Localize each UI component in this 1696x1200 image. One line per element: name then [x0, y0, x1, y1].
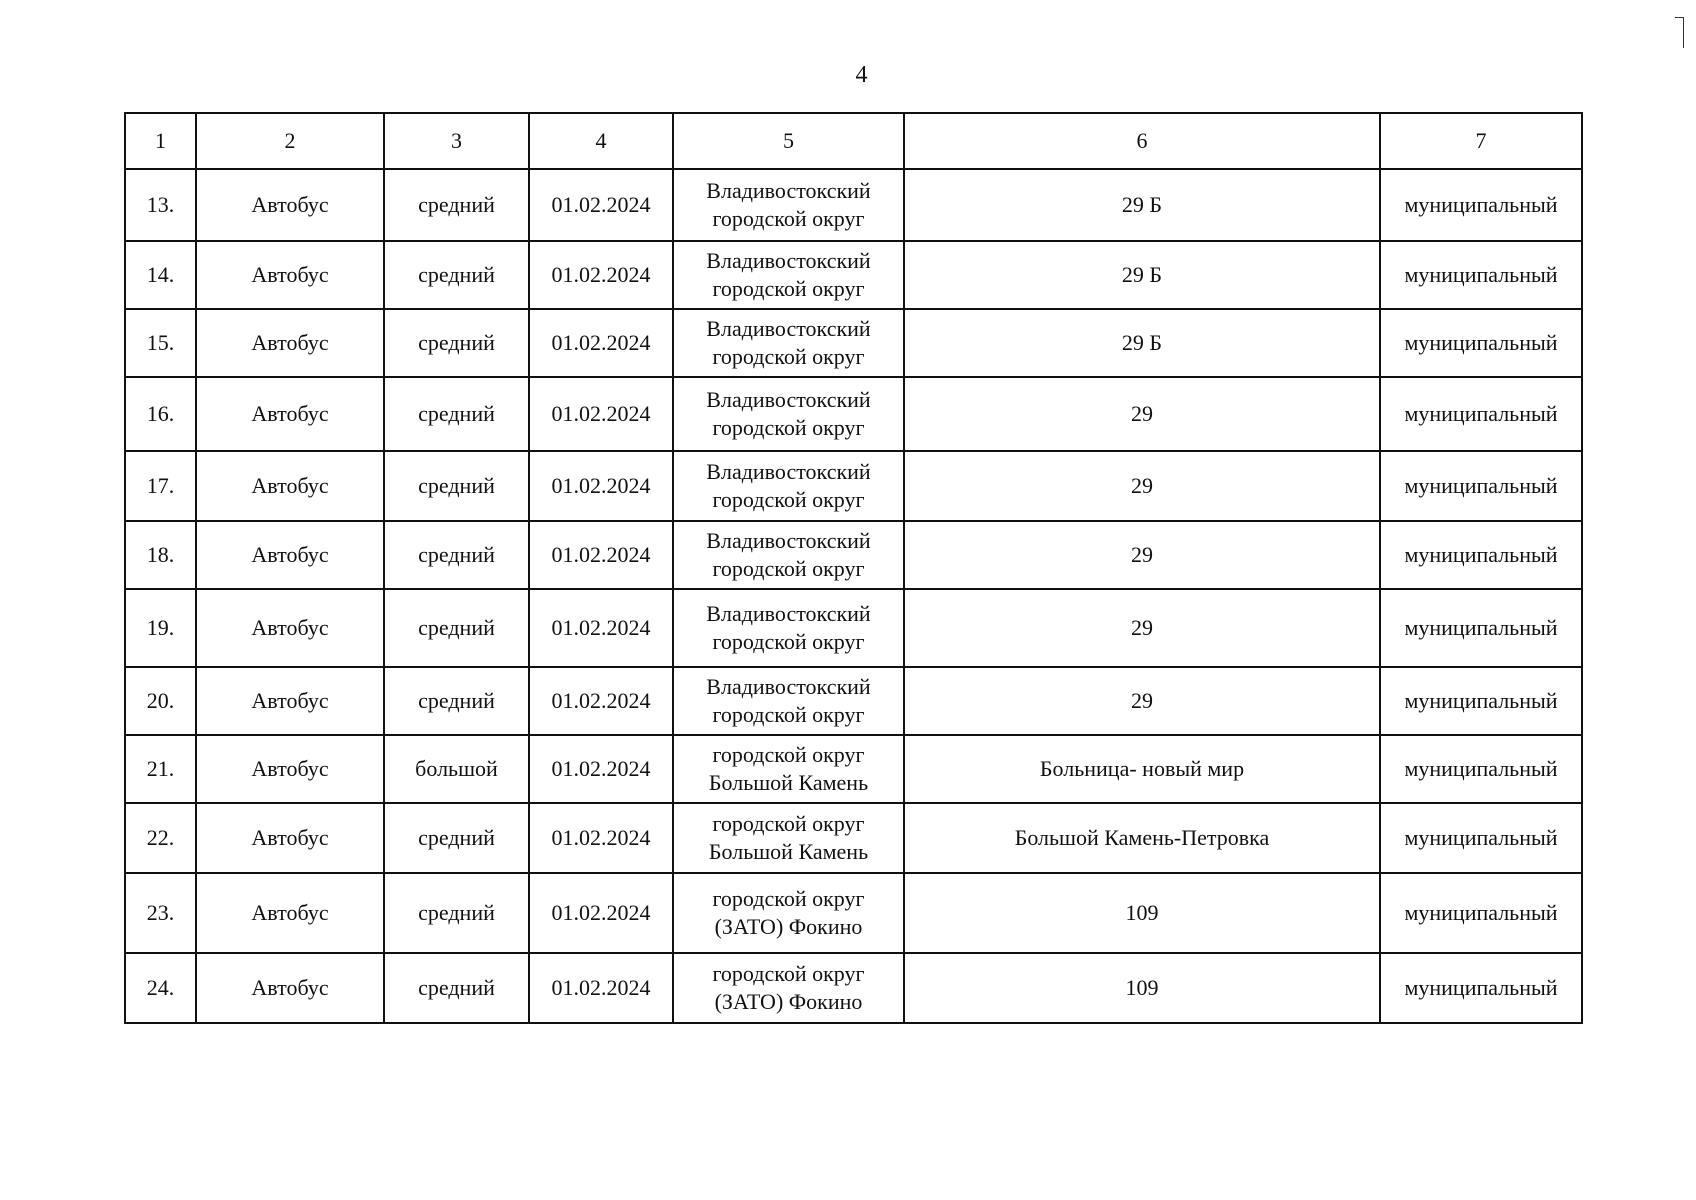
area-line: городской округ	[712, 415, 865, 440]
area-line: Большой Камень	[708, 839, 869, 864]
table-row	[125, 451, 1582, 521]
ownership-cell: муниципальный	[1380, 953, 1582, 1023]
header-cell: 4	[529, 113, 673, 169]
table-row	[125, 241, 1582, 309]
area-line: городской округ	[712, 556, 865, 581]
area-line: Владивостокский	[706, 316, 871, 341]
ownership-cell: муниципальный	[1380, 667, 1582, 735]
ownership-cell: муниципальный	[1380, 169, 1582, 241]
table-row	[125, 309, 1582, 377]
vehicle-class-cell: средний	[384, 953, 529, 1023]
vehicle-type-cell: Автобус	[196, 241, 384, 309]
table-row	[125, 589, 1582, 667]
area-line: городской округ	[712, 206, 865, 231]
vehicle-type-cell: Автобус	[196, 953, 384, 1023]
area-line: городской округ	[712, 487, 865, 512]
route-cell: 29	[904, 589, 1380, 667]
route-cell: 109	[904, 873, 1380, 953]
route-cell: 29 Б	[904, 169, 1380, 241]
date-cell: 01.02.2024	[529, 953, 673, 1023]
area-line: городской округ	[712, 742, 865, 767]
vehicle-table	[124, 112, 1583, 1024]
ownership-cell: муниципальный	[1380, 521, 1582, 589]
ownership-cell: муниципальный	[1380, 377, 1582, 451]
date-cell: 01.02.2024	[529, 309, 673, 377]
area-line: Большой Камень	[708, 770, 869, 795]
area-cell	[673, 953, 904, 1023]
vehicle-class-cell: средний	[384, 667, 529, 735]
area-line: городской округ	[712, 811, 865, 836]
ownership-cell: муниципальный	[1380, 735, 1582, 803]
date-cell: 01.02.2024	[529, 169, 673, 241]
area-line: Владивостокский	[706, 674, 871, 699]
ownership-cell: муниципальный	[1380, 309, 1582, 377]
area-cell	[673, 241, 904, 309]
area-line: городской округ	[712, 886, 865, 911]
route-cell: Больница- новый мир	[904, 735, 1380, 803]
vehicle-class-cell: средний	[384, 377, 529, 451]
header-cell: 1	[125, 113, 196, 169]
table-row	[125, 667, 1582, 735]
vehicle-class-cell: большой	[384, 735, 529, 803]
row-number-cell: 22.	[125, 803, 196, 873]
area-line: Владивостокский	[706, 459, 871, 484]
vehicle-type-cell: Автобус	[196, 803, 384, 873]
row-number-cell: 14.	[125, 241, 196, 309]
area-line: (ЗАТО) Фокино	[714, 989, 863, 1014]
vehicle-class-cell: средний	[384, 521, 529, 589]
header-cell: 5	[673, 113, 904, 169]
date-cell: 01.02.2024	[529, 735, 673, 803]
vehicle-class-cell: средний	[384, 803, 529, 873]
date-cell: 01.02.2024	[529, 521, 673, 589]
vehicle-class-cell: средний	[384, 589, 529, 667]
vehicle-type-cell: Автобус	[196, 735, 384, 803]
row-number-cell: 16.	[125, 377, 196, 451]
date-cell: 01.02.2024	[529, 241, 673, 309]
area-line: городской округ	[712, 276, 865, 301]
vehicle-class-cell: средний	[384, 309, 529, 377]
row-number-cell: 13.	[125, 169, 196, 241]
vehicle-class-cell: средний	[384, 873, 529, 953]
route-cell: 29	[904, 521, 1380, 589]
area-line: городской округ	[712, 629, 865, 654]
area-line: городской округ	[712, 702, 865, 727]
row-number-cell: 20.	[125, 667, 196, 735]
corner-mark	[1675, 17, 1684, 48]
table-row	[125, 735, 1582, 803]
header-cell: 7	[1380, 113, 1582, 169]
row-number-cell: 18.	[125, 521, 196, 589]
route-cell: 109	[904, 953, 1380, 1023]
date-cell: 01.02.2024	[529, 377, 673, 451]
area-line: городской округ	[712, 961, 865, 986]
route-cell: 29 Б	[904, 241, 1380, 309]
area-line: Владивостокский	[706, 601, 871, 626]
vehicle-type-cell: Автобус	[196, 309, 384, 377]
table-row	[125, 169, 1582, 241]
header-cell: 6	[904, 113, 1380, 169]
page-number: 4	[855, 62, 868, 88]
area-cell	[673, 589, 904, 667]
vehicle-class-cell: средний	[384, 241, 529, 309]
area-line: Владивостокский	[706, 248, 871, 273]
ownership-cell: муниципальный	[1380, 803, 1582, 873]
area-cell	[673, 309, 904, 377]
date-cell: 01.02.2024	[529, 667, 673, 735]
area-line: Владивостокский	[706, 387, 871, 412]
route-cell: 29 Б	[904, 309, 1380, 377]
ownership-cell: муниципальный	[1380, 873, 1582, 953]
vehicle-type-cell: Автобус	[196, 451, 384, 521]
area-cell	[673, 451, 904, 521]
area-cell	[673, 169, 904, 241]
area-line: (ЗАТО) Фокино	[714, 914, 863, 939]
row-number-cell: 19.	[125, 589, 196, 667]
row-number-cell: 23.	[125, 873, 196, 953]
ownership-cell: муниципальный	[1380, 589, 1582, 667]
row-number-cell: 17.	[125, 451, 196, 521]
route-cell: 29	[904, 377, 1380, 451]
area-cell	[673, 735, 904, 803]
vehicle-type-cell: Автобус	[196, 873, 384, 953]
row-number-cell: 15.	[125, 309, 196, 377]
area-cell	[673, 803, 904, 873]
ownership-cell: муниципальный	[1380, 241, 1582, 309]
vehicle-type-cell: Автобус	[196, 667, 384, 735]
vehicle-type-cell: Автобус	[196, 169, 384, 241]
table-row	[125, 521, 1582, 589]
area-cell	[673, 667, 904, 735]
area-cell	[673, 873, 904, 953]
date-cell: 01.02.2024	[529, 589, 673, 667]
row-number-cell: 21.	[125, 735, 196, 803]
area-cell	[673, 377, 904, 451]
route-cell: 29	[904, 667, 1380, 735]
date-cell: 01.02.2024	[529, 451, 673, 521]
area-line: Владивостокский	[706, 528, 871, 553]
table-row	[125, 803, 1582, 873]
date-cell: 01.02.2024	[529, 803, 673, 873]
vehicle-type-cell: Автобус	[196, 589, 384, 667]
vehicle-class-cell: средний	[384, 169, 529, 241]
route-cell: Большой Камень-Петровка	[904, 803, 1380, 873]
table-row	[125, 873, 1582, 953]
header-cell: 3	[384, 113, 529, 169]
vehicle-type-cell: Автобус	[196, 521, 384, 589]
area-line: городской округ	[712, 344, 865, 369]
row-number-cell: 24.	[125, 953, 196, 1023]
route-cell: 29	[904, 451, 1380, 521]
area-cell	[673, 521, 904, 589]
header-row	[125, 113, 1582, 169]
table-row	[125, 953, 1582, 1023]
area-line: Владивостокский	[706, 178, 871, 203]
header-cell: 2	[196, 113, 384, 169]
table-row	[125, 377, 1582, 451]
ownership-cell: муниципальный	[1380, 451, 1582, 521]
vehicle-class-cell: средний	[384, 451, 529, 521]
vehicle-type-cell: Автобус	[196, 377, 384, 451]
date-cell: 01.02.2024	[529, 873, 673, 953]
